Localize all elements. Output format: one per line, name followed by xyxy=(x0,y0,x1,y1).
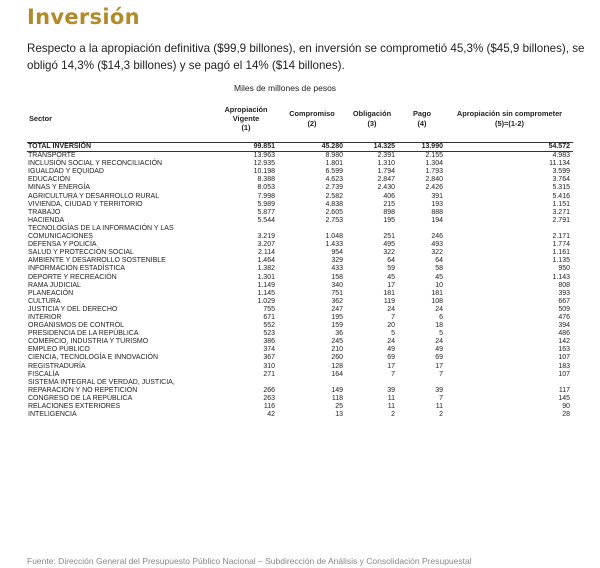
cell-compromiso: 329 xyxy=(331,257,343,265)
cell-apropiacion: 266 xyxy=(263,386,275,394)
cell-obligacion: 24 xyxy=(387,305,395,313)
cell-obligacion: 495 xyxy=(383,241,395,249)
intro-paragraph: Respecto a la apropiación definitiva ($99,9 billones), en inversión se comprometió 45,3% ($45,9 billones), se obligó 14,3% ($14,3 billones) y se pagó el 14% ($14 billones). xyxy=(27,42,585,72)
header-compromiso xyxy=(278,95,346,143)
cell-pago: 18 xyxy=(435,322,443,330)
table-row xyxy=(27,411,573,419)
cell-obligacion: 64 xyxy=(387,257,395,265)
cell-sector: REGISTRADURÍA xyxy=(28,362,86,370)
total-pago: 13.990 xyxy=(398,143,446,152)
cell-obligacion: 1.310 xyxy=(377,160,395,168)
cell-sin-comprometer: 486 xyxy=(558,330,570,338)
cell-pago: 2.155 xyxy=(425,152,443,160)
cell-sin-comprometer: 142 xyxy=(558,338,570,346)
cell-pago: 194 xyxy=(431,216,443,224)
cell-sector: DEPORTE Y RECREACIÓN xyxy=(28,273,117,281)
cell-sector: FISCALÍA xyxy=(28,370,60,378)
cell-compromiso: 954 xyxy=(331,249,343,257)
header-apropiacion xyxy=(214,95,278,143)
cell-pago: 181 xyxy=(431,289,443,297)
header-sector: Sector xyxy=(27,95,214,143)
cell-obligacion: 59 xyxy=(387,265,395,273)
cell-sector: CIENCIA, TECNOLOGÍA E INNOVACIÓN xyxy=(28,354,159,362)
cell-obligacion: 119 xyxy=(383,297,395,305)
cell-compromiso: 1.801 xyxy=(325,160,343,168)
cell-sin-comprometer: 3.599 xyxy=(552,168,570,176)
cell-apropiacion: 523 xyxy=(263,330,275,338)
table-row xyxy=(27,152,573,161)
cell-sector: MINAS Y ENERGÍA xyxy=(28,184,90,192)
cell-compromiso: 13 xyxy=(335,411,343,419)
cell-pago: 493 xyxy=(431,241,443,249)
cell-pago: 193 xyxy=(431,200,443,208)
page-title: Inversión xyxy=(27,5,140,29)
cell-sector: EMPLEO PÚBLICO xyxy=(28,346,90,354)
cell-sector: SALUD Y PROTECCIÓN SOCIAL xyxy=(28,249,134,257)
cell-sector: RELACIONES EXTERIORES xyxy=(28,403,121,410)
cell-apropiacion: 1.301 xyxy=(257,273,275,281)
cell-compromiso: 159 xyxy=(331,322,343,330)
cell-sector: IGUALDAD Y EQUIDAD xyxy=(28,168,104,176)
table-row xyxy=(27,184,573,192)
total-compromiso: 45.280 xyxy=(278,143,346,152)
cell-obligacion: 195 xyxy=(383,216,395,224)
cell-pago: 24 xyxy=(435,338,443,346)
cell-sin-comprometer: 950 xyxy=(558,265,570,273)
header-obligacion xyxy=(346,95,398,143)
cell-obligacion: 2.430 xyxy=(377,184,395,192)
cell-compromiso: 2.605 xyxy=(325,208,343,216)
table-row xyxy=(27,290,573,298)
cell-sector: CULTURA xyxy=(28,297,61,305)
cell-compromiso: 4.623 xyxy=(325,176,343,184)
table-row xyxy=(27,274,573,282)
cell-pago: 6 xyxy=(439,313,443,321)
cell-apropiacion: 10.198 xyxy=(253,168,275,176)
cell-pago: 1.304 xyxy=(425,160,443,168)
cell-pago: 11 xyxy=(435,403,443,410)
cell-apropiacion: 755 xyxy=(263,305,275,313)
header-pago-num: (4) xyxy=(417,118,427,128)
table-row xyxy=(27,209,573,217)
cell-sin-comprometer: 1.774 xyxy=(552,241,570,249)
cell-sector: CONGRESO DE LA REPÚBLICA xyxy=(28,394,133,402)
cell-sin-comprometer: 145 xyxy=(558,394,570,402)
cell-pago: 7 xyxy=(439,394,443,402)
cell-compromiso: 2.582 xyxy=(325,192,343,200)
cell-sector: TRABAJO xyxy=(28,208,61,216)
cell-obligacion: 251 xyxy=(383,233,395,241)
cell-apropiacion: 367 xyxy=(263,354,275,362)
cell-apropiacion: 386 xyxy=(263,338,275,346)
cell-sin-comprometer: 667 xyxy=(558,297,570,305)
cell-pago: 64 xyxy=(435,257,443,265)
cell-sector: AGRICULTURA Y DESARROLLO RURAL xyxy=(28,192,160,200)
cell-pago: 1.793 xyxy=(425,168,443,176)
cell-compromiso: 247 xyxy=(331,305,343,313)
cell-sector: INCLUSIÓN SOCIAL Y RECONCILIACIÓN xyxy=(28,160,163,168)
cell-pago: 58 xyxy=(435,265,443,273)
table-row xyxy=(27,314,573,322)
cell-pago: 7 xyxy=(439,370,443,378)
cell-pago: 39 xyxy=(435,386,443,394)
cell-apropiacion: 552 xyxy=(263,322,275,330)
cell-apropiacion: 3.207 xyxy=(257,241,275,249)
cell-obligacion: 11 xyxy=(387,403,395,410)
cell-obligacion: 898 xyxy=(383,208,395,216)
cell-sin-comprometer: 2.791 xyxy=(552,216,570,224)
cell-obligacion: 17 xyxy=(387,281,395,289)
cell-pago: 5 xyxy=(439,330,443,338)
cell-obligacion: 11 xyxy=(387,394,395,402)
cell-compromiso: 118 xyxy=(331,394,343,402)
cell-apropiacion: 1.464 xyxy=(257,257,275,265)
cell-compromiso: 4.838 xyxy=(325,200,343,208)
table-row xyxy=(27,379,573,395)
cell-sin-comprometer: 4.983 xyxy=(552,152,570,160)
cell-sin-comprometer: 3.271 xyxy=(552,208,570,216)
table-row xyxy=(27,160,573,168)
cell-apropiacion: 8.053 xyxy=(257,184,275,192)
cell-sin-comprometer: 509 xyxy=(558,305,570,313)
cell-sector: DEFENSA Y POLICÍA xyxy=(28,241,97,249)
table-row xyxy=(27,265,573,273)
cell-sin-comprometer: 5.416 xyxy=(552,192,570,200)
cell-obligacion: 20 xyxy=(387,322,395,330)
cell-obligacion: 5 xyxy=(391,330,395,338)
cell-obligacion: 7 xyxy=(391,370,395,378)
cell-compromiso: 2.753 xyxy=(325,216,343,224)
cell-sin-comprometer: 393 xyxy=(558,289,570,297)
cell-sin-comprometer: 476 xyxy=(558,313,570,321)
cell-compromiso: 1.048 xyxy=(325,233,343,241)
cell-pago: 24 xyxy=(435,305,443,313)
cell-pago: 246 xyxy=(431,233,443,241)
cell-compromiso: 362 xyxy=(331,297,343,305)
cell-sector: INFORMACIÓN ESTADÍSTICA xyxy=(28,265,126,273)
header-sin-comprometer xyxy=(446,95,573,143)
table-row xyxy=(27,306,573,314)
cell-sin-comprometer: 163 xyxy=(558,346,570,354)
cell-sector: JUSTICIA Y DEL DERECHO xyxy=(28,305,118,313)
source-note: Fuente: Dirección General del Presupuesto Público Nacional – Subdirección de Análisis y Consolidación Presupuestal xyxy=(27,556,472,566)
cell-sin-comprometer: 1.151 xyxy=(552,200,570,208)
total-apropiacion: 99.851 xyxy=(214,143,278,152)
cell-sin-comprometer: 183 xyxy=(558,362,570,370)
header-apropiacion-label: Apropiación Vigente xyxy=(224,104,268,123)
header-sin-comprometer-num: (5)=(1-2) xyxy=(495,118,524,128)
units-label: Miles de millones de pesos xyxy=(234,83,337,93)
cell-apropiacion: 374 xyxy=(263,346,275,354)
cell-sector: AMBIENTE Y DESARROLLO SOSTENIBLE xyxy=(28,257,166,265)
cell-compromiso: 8.980 xyxy=(325,152,343,160)
cell-sin-comprometer: 808 xyxy=(558,281,570,289)
table-row xyxy=(27,354,573,362)
cell-compromiso: 751 xyxy=(331,289,343,297)
cell-sector: SISTEMA INTEGRAL DE VERDAD, JUSTICIA, REPARACIÓN Y NO REPETICIÓN xyxy=(28,378,175,394)
cell-sector: RAMA JUDICIAL xyxy=(28,281,81,289)
cell-sin-comprometer: 28 xyxy=(562,411,570,419)
cell-pago: 45 xyxy=(435,273,443,281)
table-row xyxy=(27,371,573,379)
cell-compromiso: 158 xyxy=(331,273,343,281)
cell-obligacion: 49 xyxy=(387,346,395,354)
table-row xyxy=(27,201,573,209)
table-row xyxy=(27,282,573,290)
cell-pago: 69 xyxy=(435,354,443,362)
cell-pago: 2 xyxy=(439,411,443,419)
table-row xyxy=(27,241,573,249)
cell-apropiacion: 671 xyxy=(263,313,275,321)
cell-sin-comprometer: 90 xyxy=(562,403,570,410)
table-row xyxy=(27,330,573,338)
table-row xyxy=(27,322,573,330)
table-row xyxy=(27,193,573,201)
cell-obligacion: 2 xyxy=(391,411,395,419)
cell-sector: EDUCACIÓN xyxy=(28,176,71,184)
table-body xyxy=(27,143,573,420)
cell-obligacion: 215 xyxy=(383,200,395,208)
cell-obligacion: 39 xyxy=(387,386,395,394)
table-row xyxy=(27,338,573,346)
cell-apropiacion: 5.877 xyxy=(257,208,275,216)
investment-table xyxy=(27,95,573,419)
cell-sector: PRESIDENCIA DE LA REPÚBLICA xyxy=(28,330,139,338)
cell-obligacion: 1.794 xyxy=(377,168,395,176)
header-compromiso-num: (2) xyxy=(307,118,317,128)
cell-apropiacion: 42 xyxy=(267,411,275,419)
cell-apropiacion: 7.998 xyxy=(257,192,275,200)
cell-sector: VIVIENDA, CIUDAD Y TERRITORIO xyxy=(28,200,143,208)
cell-compromiso: 25 xyxy=(335,403,343,410)
cell-compromiso: 260 xyxy=(331,354,343,362)
cell-pago: 49 xyxy=(435,346,443,354)
cell-sector: HACIENDA xyxy=(28,216,65,224)
total-sin-comprometer: 54.572 xyxy=(446,143,573,152)
table-row xyxy=(27,395,573,403)
cell-pago: 2.426 xyxy=(425,184,443,192)
cell-apropiacion: 13.963 xyxy=(253,152,275,160)
header-compromiso-label: Compromiso xyxy=(289,109,335,119)
table-row xyxy=(27,225,573,241)
cell-obligacion: 2.391 xyxy=(377,152,395,160)
cell-sector: ORGANISMOS DE CONTROL xyxy=(28,322,125,330)
cell-apropiacion: 12.935 xyxy=(253,160,275,168)
cell-compromiso: 36 xyxy=(335,330,343,338)
cell-compromiso: 195 xyxy=(331,313,343,321)
cell-compromiso: 2.739 xyxy=(325,184,343,192)
total-sector: TOTAL INVERSIÓN xyxy=(27,143,214,152)
cell-sin-comprometer: 3.764 xyxy=(552,176,570,184)
cell-sin-comprometer: 11.134 xyxy=(549,160,570,168)
cell-sin-comprometer: 107 xyxy=(558,370,570,378)
cell-obligacion: 181 xyxy=(383,289,395,297)
cell-apropiacion: 116 xyxy=(263,403,275,410)
cell-obligacion: 17 xyxy=(387,362,395,370)
cell-apropiacion: 310 xyxy=(263,362,275,370)
table-row xyxy=(27,249,573,257)
cell-sin-comprometer: 394 xyxy=(558,322,570,330)
cell-obligacion: 406 xyxy=(383,192,395,200)
cell-sin-comprometer: 1.161 xyxy=(552,249,570,257)
cell-obligacion: 7 xyxy=(391,313,395,321)
cell-compromiso: 340 xyxy=(331,281,343,289)
cell-obligacion: 2.847 xyxy=(377,176,395,184)
cell-compromiso: 210 xyxy=(331,346,343,354)
table-header-row xyxy=(27,95,573,143)
total-obligacion: 14.325 xyxy=(346,143,398,152)
cell-sector: TECNOLOGÍAS DE LA INFORMACIÓN Y LAS COMUNICACIONES xyxy=(28,224,174,241)
cell-pago: 108 xyxy=(431,297,443,305)
header-pago xyxy=(398,95,446,143)
cell-apropiacion: 1.145 xyxy=(257,289,275,297)
cell-apropiacion: 8.388 xyxy=(257,176,275,184)
cell-apropiacion: 2.114 xyxy=(258,249,275,257)
cell-compromiso: 149 xyxy=(331,386,343,394)
cell-obligacion: 322 xyxy=(383,249,395,257)
cell-sin-comprometer: 1.143 xyxy=(552,273,570,281)
cell-sin-comprometer: 2.171 xyxy=(552,233,570,241)
cell-compromiso: 128 xyxy=(331,362,343,370)
cell-apropiacion: 1.029 xyxy=(257,297,275,305)
header-obligacion-label: Obligación xyxy=(352,109,392,119)
table-row xyxy=(27,176,573,184)
cell-apropiacion: 263 xyxy=(263,394,275,402)
cell-obligacion: 69 xyxy=(387,354,395,362)
table-row xyxy=(27,298,573,306)
cell-sector: TRANSPORTE xyxy=(28,152,76,160)
cell-compromiso: 245 xyxy=(331,338,343,346)
cell-apropiacion: 3.219 xyxy=(257,233,275,241)
header-obligacion-num: (3) xyxy=(367,118,377,128)
cell-pago: 17 xyxy=(435,362,443,370)
header-pago-label: Pago xyxy=(412,109,432,119)
cell-compromiso: 164 xyxy=(331,370,343,378)
table-row xyxy=(27,363,573,371)
cell-obligacion: 45 xyxy=(387,273,395,281)
cell-pago: 10 xyxy=(435,281,443,289)
cell-sin-comprometer: 117 xyxy=(558,386,570,394)
cell-sin-comprometer: 107 xyxy=(558,354,570,362)
cell-apropiacion: 5.544 xyxy=(257,216,275,224)
cell-compromiso: 1.433 xyxy=(325,241,343,249)
cell-sin-comprometer: 5.315 xyxy=(552,184,570,192)
cell-compromiso: 6.599 xyxy=(325,168,343,176)
header-sin-comprometer-label: Apropiación sin comprometer xyxy=(456,109,563,119)
header-apropiacion-num: (1) xyxy=(241,123,251,133)
cell-sector: INTELIGENCIA xyxy=(28,411,77,419)
cell-apropiacion: 1.149 xyxy=(257,281,275,289)
cell-apropiacion: 1.382 xyxy=(257,265,275,273)
cell-compromiso: 433 xyxy=(331,265,343,273)
cell-pago: 322 xyxy=(431,249,443,257)
cell-sector: INTERIOR xyxy=(28,313,62,321)
cell-apropiacion: 271 xyxy=(263,370,275,378)
total-row xyxy=(27,143,573,152)
table-row xyxy=(27,217,573,225)
cell-apropiacion: 5.989 xyxy=(257,200,275,208)
cell-sin-comprometer: 1.135 xyxy=(552,257,570,265)
cell-sector: PLANEACIÓN xyxy=(28,289,74,297)
cell-pago: 391 xyxy=(431,192,443,200)
cell-sector: COMERCIO, INDUSTRIA Y TURISMO xyxy=(28,338,149,346)
cell-obligacion: 24 xyxy=(387,338,395,346)
table-row xyxy=(27,168,573,176)
table-row xyxy=(27,403,573,411)
cell-pago: 2.840 xyxy=(425,176,443,184)
cell-pago: 888 xyxy=(431,208,443,216)
